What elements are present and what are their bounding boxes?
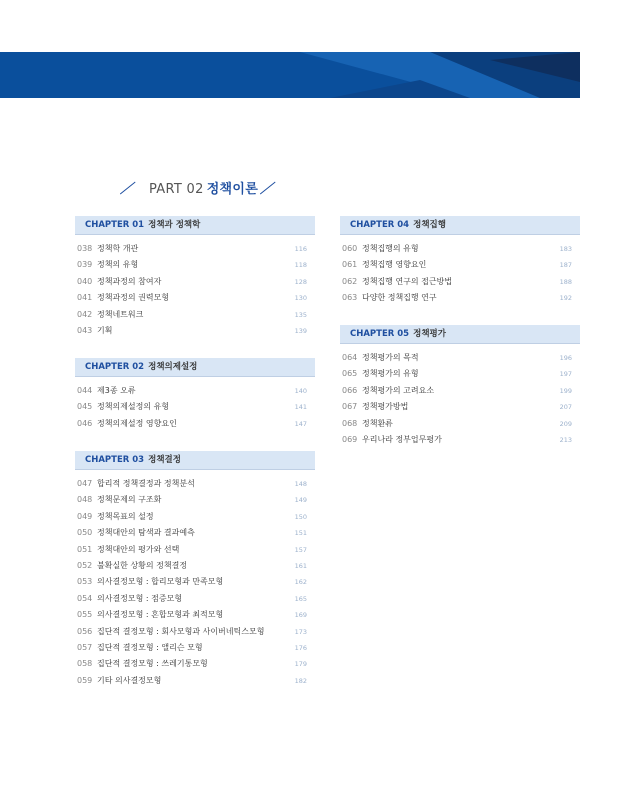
item-title: 정책대안의 평가와 선택: [97, 544, 180, 554]
item-number: 045: [77, 402, 93, 412]
toc-item[interactable]: [340, 432, 580, 448]
toc-item[interactable]: [75, 509, 315, 525]
item-title: 제3종 오류: [97, 386, 136, 395]
item-title: 우리나라 정부업무평가: [362, 434, 442, 444]
toc-list: [75, 383, 315, 432]
item-page: 197: [559, 370, 572, 379]
item-page: 173: [294, 627, 307, 636]
part-title: [120, 178, 280, 198]
item-number: 041: [77, 293, 93, 303]
chapter-name: 정책결정: [148, 455, 181, 465]
toc-item[interactable]: [75, 274, 315, 290]
toc-item[interactable]: [340, 241, 580, 257]
item-number: 059: [77, 675, 93, 685]
item-page: 139: [294, 326, 307, 335]
item-page: 213: [559, 435, 572, 444]
toc-item[interactable]: [75, 656, 315, 672]
item-title: 정책의제설정의 유형: [97, 402, 170, 412]
item-page: 116: [294, 245, 307, 253]
toc-list: [340, 350, 580, 448]
toc-item[interactable]: [340, 290, 580, 306]
item-number: 054: [77, 593, 93, 603]
chapter-code: CHAPTER 02: [85, 362, 145, 372]
toc-item[interactable]: [75, 416, 315, 432]
toc-item[interactable]: [340, 274, 580, 290]
toc-item[interactable]: [75, 492, 315, 508]
item-title: 정책과정의 참여자: [97, 276, 162, 286]
toc-list: [75, 476, 315, 689]
item-page: 183: [559, 245, 572, 253]
item-page: 118: [294, 261, 307, 270]
item-title: 정책대안의 탐색과 결과예측: [97, 528, 195, 538]
item-number: 053: [77, 577, 93, 587]
item-page: 151: [294, 529, 307, 538]
toc-item[interactable]: [340, 366, 580, 382]
chapter-05-section: [340, 325, 580, 448]
toc-list: [340, 241, 580, 307]
item-page: 140: [294, 387, 307, 395]
chapter-code: CHAPTER 05: [350, 329, 410, 339]
slash-right-icon: ／: [260, 182, 274, 197]
toc-item[interactable]: [75, 307, 315, 323]
item-page: 150: [294, 512, 307, 521]
item-title: 정책집행 연구의 접근방법: [362, 276, 453, 286]
item-title: 의사결정모형 : 점증모형: [97, 593, 183, 603]
item-title: 집단적 결정모형 : 회사모형과 사이버네틱스모형: [97, 626, 265, 636]
item-page: 196: [559, 354, 572, 362]
toc-item[interactable]: [75, 591, 315, 607]
item-page: 141: [294, 403, 307, 412]
item-number: 055: [77, 610, 93, 620]
chapter-name: 정책평가: [413, 329, 446, 339]
item-title: 정책의 유형: [97, 260, 139, 270]
chapter-name: 정책과 정책학: [148, 220, 201, 230]
toc-item[interactable]: [75, 399, 315, 415]
item-number: 039: [77, 260, 93, 270]
item-number: 063: [342, 293, 358, 303]
toc-item[interactable]: [75, 257, 315, 273]
chapter-code: CHAPTER 01: [85, 220, 145, 230]
item-title: 불확실한 상황의 정책결정: [97, 560, 188, 570]
item-number: 062: [342, 276, 358, 286]
item-number: 057: [77, 642, 93, 652]
item-title: 정책네트워크: [97, 309, 144, 319]
item-title: 합리적 정책결정과 정책분석: [97, 479, 195, 488]
toc-item[interactable]: [75, 607, 315, 623]
chapter-name: 정책집행: [413, 220, 446, 230]
item-title: 의사결정모형 : 혼합모형과 최적모형: [97, 610, 224, 620]
item-title: 정책평가의 고려요소: [362, 385, 435, 395]
chapter-header: [75, 451, 315, 470]
chapter-code: CHAPTER 03: [85, 455, 145, 465]
item-title: 정책과정의 권력모형: [97, 293, 170, 303]
chapter-header: [340, 216, 580, 235]
item-title: 정책의제설정 영향요인: [97, 418, 177, 428]
item-page: 187: [559, 261, 572, 270]
item-page: 176: [294, 643, 307, 652]
chapter-header: [75, 216, 315, 235]
item-number: 042: [77, 309, 93, 319]
item-number: 065: [342, 369, 358, 379]
item-number: 058: [77, 659, 93, 669]
item-page: 199: [559, 386, 572, 395]
item-page: 128: [294, 277, 307, 286]
item-page: 147: [294, 419, 307, 428]
item-page: 157: [294, 545, 307, 554]
toc-item[interactable]: [340, 350, 580, 366]
toc-item[interactable]: [340, 416, 580, 432]
item-page: 165: [294, 594, 307, 603]
item-title: 기타 의사결정모형: [97, 675, 162, 685]
toc-item[interactable]: [75, 624, 315, 640]
item-page: 207: [559, 403, 572, 412]
item-title: 정책평가의 유형: [362, 369, 419, 379]
chapter-03-section: [75, 451, 315, 689]
chapter-header: [75, 358, 315, 377]
toc-item[interactable]: [75, 542, 315, 558]
item-title: 정책평가방법: [362, 402, 409, 412]
item-number: 064: [342, 353, 358, 362]
header-banner: [0, 52, 580, 98]
toc-item[interactable]: [75, 476, 315, 492]
item-number: 049: [77, 511, 93, 521]
item-number: 046: [77, 418, 93, 428]
toc-item[interactable]: [75, 558, 315, 574]
chapter-04-section: [340, 216, 580, 307]
item-number: 060: [342, 244, 358, 253]
item-title: 다양한 정책집행 연구: [362, 293, 437, 303]
item-page: 149: [294, 496, 307, 505]
item-page: 162: [294, 578, 307, 587]
item-number: 043: [77, 325, 93, 335]
item-number: 067: [342, 402, 358, 412]
item-page: 209: [559, 419, 572, 428]
item-number: 051: [77, 544, 93, 554]
part-name: 정책이론: [206, 182, 259, 197]
item-page: 135: [294, 310, 307, 319]
toc-item[interactable]: [75, 323, 315, 339]
item-page: 179: [294, 660, 307, 669]
toc-item[interactable]: [340, 383, 580, 399]
item-title: 정책환류: [362, 418, 393, 428]
item-title: 정책집행 영향요인: [362, 260, 427, 270]
chapter-header: [340, 325, 580, 344]
part-label: [149, 178, 258, 197]
toc-item[interactable]: [340, 399, 580, 415]
toc-item[interactable]: [75, 525, 315, 541]
item-title: 기획: [97, 325, 113, 335]
item-page: 161: [294, 561, 307, 570]
toc-item[interactable]: [75, 640, 315, 656]
toc-item[interactable]: [75, 290, 315, 306]
item-page: 182: [294, 676, 307, 685]
item-page: 188: [559, 277, 572, 286]
item-number: 044: [77, 386, 93, 395]
chapter-name: 정책의제설정: [148, 362, 198, 372]
item-page: 192: [559, 294, 572, 303]
item-title: 정책문제의 구조화: [97, 495, 162, 505]
item-number: 052: [77, 560, 93, 570]
chapter-code: CHAPTER 04: [350, 220, 410, 230]
item-title: 집단적 결정모형 : 앨리슨 모형: [97, 642, 203, 652]
item-title: 집단적 결정모형 : 쓰레기통모형: [97, 659, 208, 669]
item-number: 050: [77, 528, 93, 538]
toc-item[interactable]: [75, 673, 315, 689]
item-title: 의사결정모형 : 합리모형과 만족모형: [97, 577, 224, 587]
slash-left-icon: ／: [120, 182, 134, 197]
item-title: 정책학 개관: [97, 244, 139, 253]
item-number: 048: [77, 495, 93, 505]
item-number: 068: [342, 418, 358, 428]
part-number: PART 02: [149, 182, 204, 197]
chapter-02-section: [75, 358, 315, 432]
item-number: 047: [77, 479, 93, 488]
item-number: 069: [342, 434, 358, 444]
item-page: 169: [294, 611, 307, 620]
item-title: 정책평가의 목적: [362, 353, 419, 362]
item-title: 정책집행의 유형: [362, 244, 419, 253]
toc-item[interactable]: [75, 574, 315, 590]
item-number: 066: [342, 385, 358, 395]
chapter-01-section: [75, 216, 315, 339]
toc-item[interactable]: [340, 257, 580, 273]
toc-item[interactable]: [75, 241, 315, 257]
toc-item[interactable]: [75, 383, 315, 399]
item-number: 038: [77, 244, 93, 253]
item-page: 130: [294, 294, 307, 303]
item-number: 056: [77, 626, 93, 636]
item-page: 148: [294, 480, 307, 488]
toc-list: [75, 241, 315, 339]
item-number: 061: [342, 260, 358, 270]
item-title: 정책목표의 설정: [97, 511, 154, 521]
item-number: 040: [77, 276, 93, 286]
